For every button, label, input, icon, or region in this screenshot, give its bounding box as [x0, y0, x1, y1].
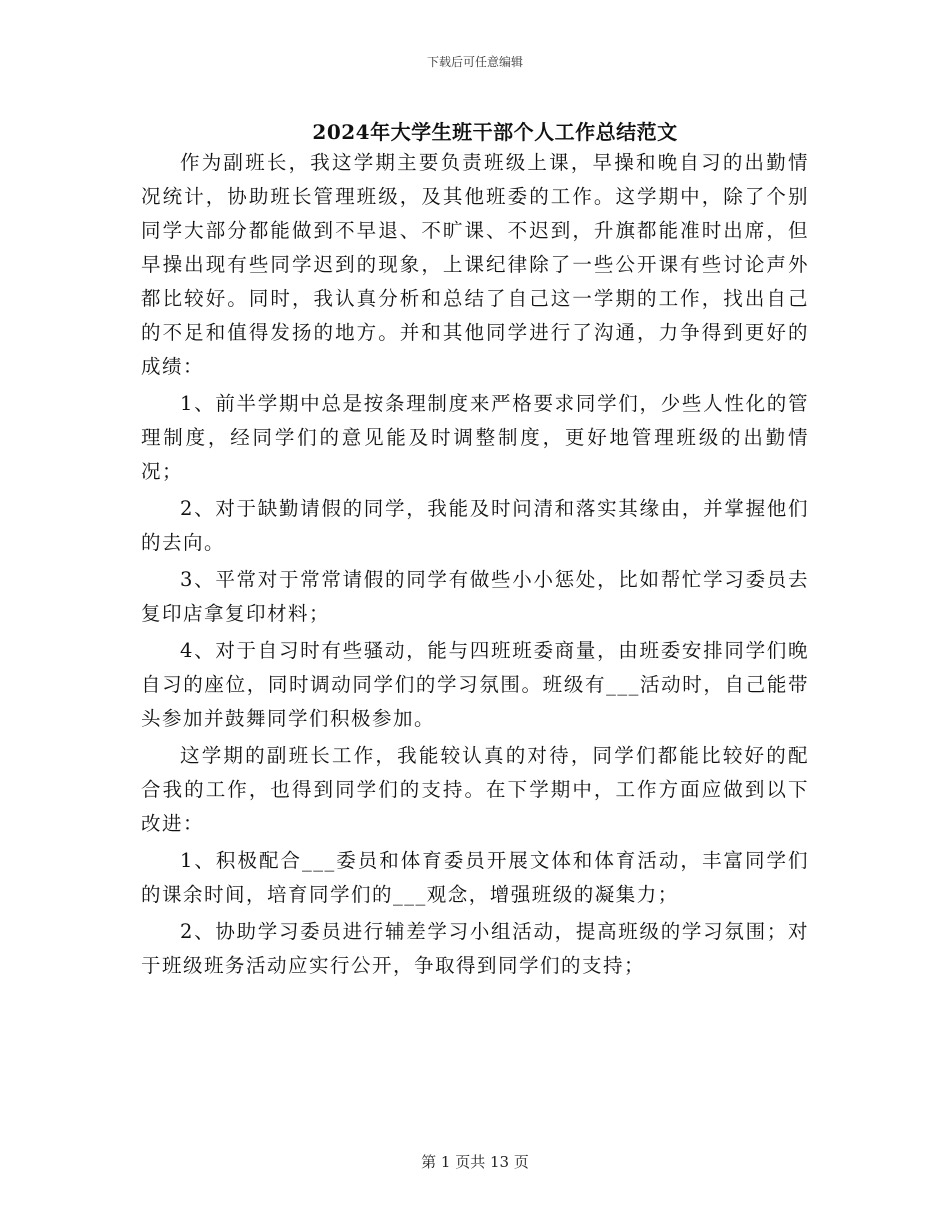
paragraph: 1、前半学期中总是按条理制度来严格要求同学们，少些人性化的管理制度，经同学们的意见能及时调整制度，更好地管理班级的出勤情况； — [141, 392, 809, 483]
paragraph: 作为副班长，我这学期主要负责班级上课，早操和晚自习的出勤情况统计，协助班长管理班级，及其他班委的工作。这学期中，除了个别同学大部分都能做到不早退、不旷课、不迟到，升旗都能准时出席，但早操出现有些同学迟到的现象，上课纪律除了一些公开课有些讨论声外都比较好。同时，我认真分析和总结了自己这一学期的工作，找出自己的不足和值得发扬的地方。并和其他同学进行了沟通，力争得到更好的成绩： — [141, 151, 809, 378]
paragraph: 3、平常对于常常请假的同学有做些小小惩处，比如帮忙学习委员去复印店拿复印材料； — [141, 568, 809, 625]
paragraph: 4、对于自习时有些骚动，能与四班班委商量，由班委安排同学们晚自习的座位，同时调动同学们的学习氛围。班级有___活动时，自己能带头参加并鼓舞同学们积极参加。 — [141, 639, 809, 730]
paragraph: 2、协助学习委员进行辅差学习小组活动，提高班级的学习氛围；对于班级班务活动应实行公开，争取得到同学们的支持； — [141, 920, 809, 977]
paragraph: 1、积极配合___委员和体育委员开展文体和体育活动，丰富同学们的课余时间，培育同学们的___观念，增强班级的凝集力； — [141, 849, 809, 906]
page-number: 第 1 页共 13 页 — [421, 1153, 529, 1171]
header-note: 下载后可任意编辑 — [426, 55, 523, 69]
paragraph: 2、对于缺勤请假的同学，我能及时问清和落实其缘由，并掌握他们的去向。 — [141, 497, 809, 554]
document-body — [141, 146, 809, 986]
document-title: 2024年大学生班干部个人工作总结范文 — [312, 120, 678, 144]
paragraph: 这学期的副班长工作，我能较认真的对待，同学们都能比较好的配合我的工作，也得到同学们的支持。在下学期中，工作方面应做到以下改进： — [141, 744, 809, 835]
